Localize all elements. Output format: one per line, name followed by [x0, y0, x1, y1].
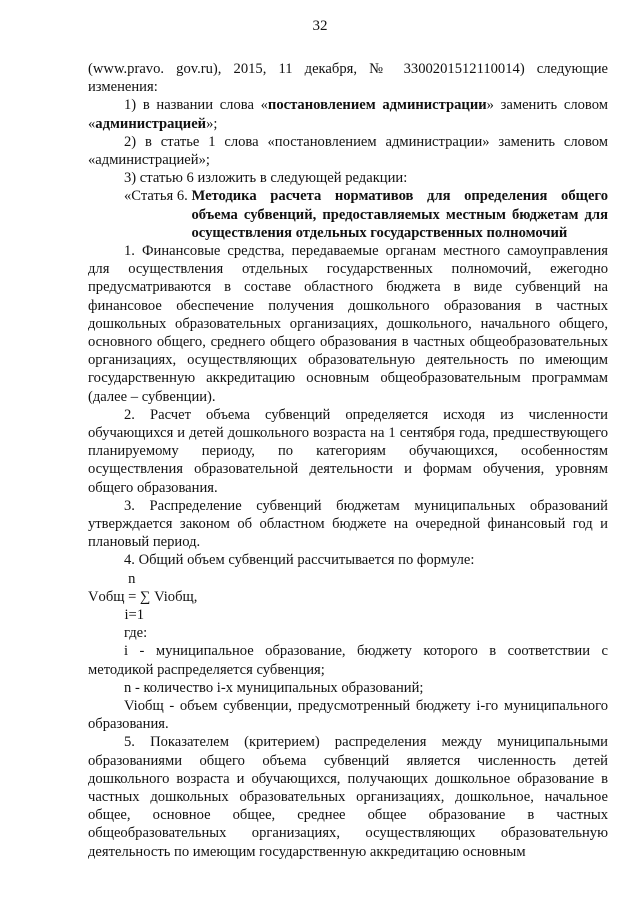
definition-n: n - количество i-х муниципальных образований;	[124, 679, 424, 696]
section-4: 4. Общий объем субвенций рассчитывается по формуле:	[124, 552, 475, 569]
section-2: 2. Расчет объема субвенций определяется исходя из численности обучающихся и детей дошкольного возраста на 1 сентября года, предшествующего планируемому периоду, по категориям обучающихся, особенностям осуществления образовательной деятельности и формам обучения, уровням общего образования.	[88, 406, 608, 496]
article-heading	[88, 187, 608, 242]
amendment-1	[88, 96, 608, 132]
amendment-2: 2) в статье 1 слова «постановлением администрации» заменить словом «администрацией»;	[88, 133, 608, 169]
definition-viobsch: Viобщ - объем субвенции, предусмотренный бюджету i-го муниципального образования.	[88, 698, 608, 733]
amendment-3: 3) статью 6 изложить в следующей редакции:	[124, 170, 408, 187]
document-body	[88, 60, 608, 861]
amendment-1-bold-b: администрацией	[95, 115, 207, 132]
formula-lower-limit: i=1	[88, 607, 145, 624]
definition-i: i - муниципальное образование, бюджету которого в соответствии с методикой распределяется субвенция;	[88, 643, 608, 678]
amendment-1-text-a: 1) в названии слова «	[124, 97, 268, 114]
article-title: Методика расчета нормативов для определения общего объема субвенций, предоставляемых местным бюджетам для осуществления отдельных государственных полномочий	[191, 188, 608, 241]
amendment-1-text-c: »;	[206, 115, 218, 132]
formula-expression: Vобщ = ∑ Viобщ,	[88, 588, 198, 605]
amendment-1-text-b: » заменить словом «	[88, 97, 608, 132]
intro-paragraph: (www.pravo. gov.ru), 2015, 11 декабря, № 3300201512110014) следующие изменения:	[88, 61, 608, 96]
page-number: 32	[312, 18, 328, 34]
article-number: «Статья 6.	[124, 188, 192, 205]
section-5: 5. Показателем (критерием) распределения между муниципальными образованиями общего объема субвенций является численность детей дошкольного возраста и обучающихся, получающих дошкольное образование в частных дошкольных образовательных организациях, дошкольное, начальное общее, основное общее, среднее общее образование в частных общеобразовательных организациях, осуществляющих образовательную деятельность по имеющим государственную аккредитацию основным	[88, 734, 608, 860]
formula-upper-limit: n	[88, 570, 136, 587]
where-label: где:	[124, 625, 148, 642]
amendment-1-bold-a: постановлением администрации	[267, 97, 487, 114]
section-1: 1. Финансовые средства, передаваемые органам местного самоуправления для осуществления отдельных государственных полномочий, ежегодно предусматриваются в составе областного бюджета в виде субвенций на финансовое обеспечение получения дошкольного образования в частных дошкольных образовательных организациях, дошкольного, начального общего, основного общего, среднего общего образования в частных общеобразовательных организациях, осуществляющих образовательную деятельность по имеющим государственную аккредитацию основным общеобразовательным программам (далее – субвенции).	[88, 243, 608, 405]
section-3: 3. Распределение субвенций бюджетам муниципальных образований утверждается законом об областном бюджете на очередной финансовый год и плановый период.	[88, 497, 608, 551]
sum-formula	[88, 570, 608, 625]
